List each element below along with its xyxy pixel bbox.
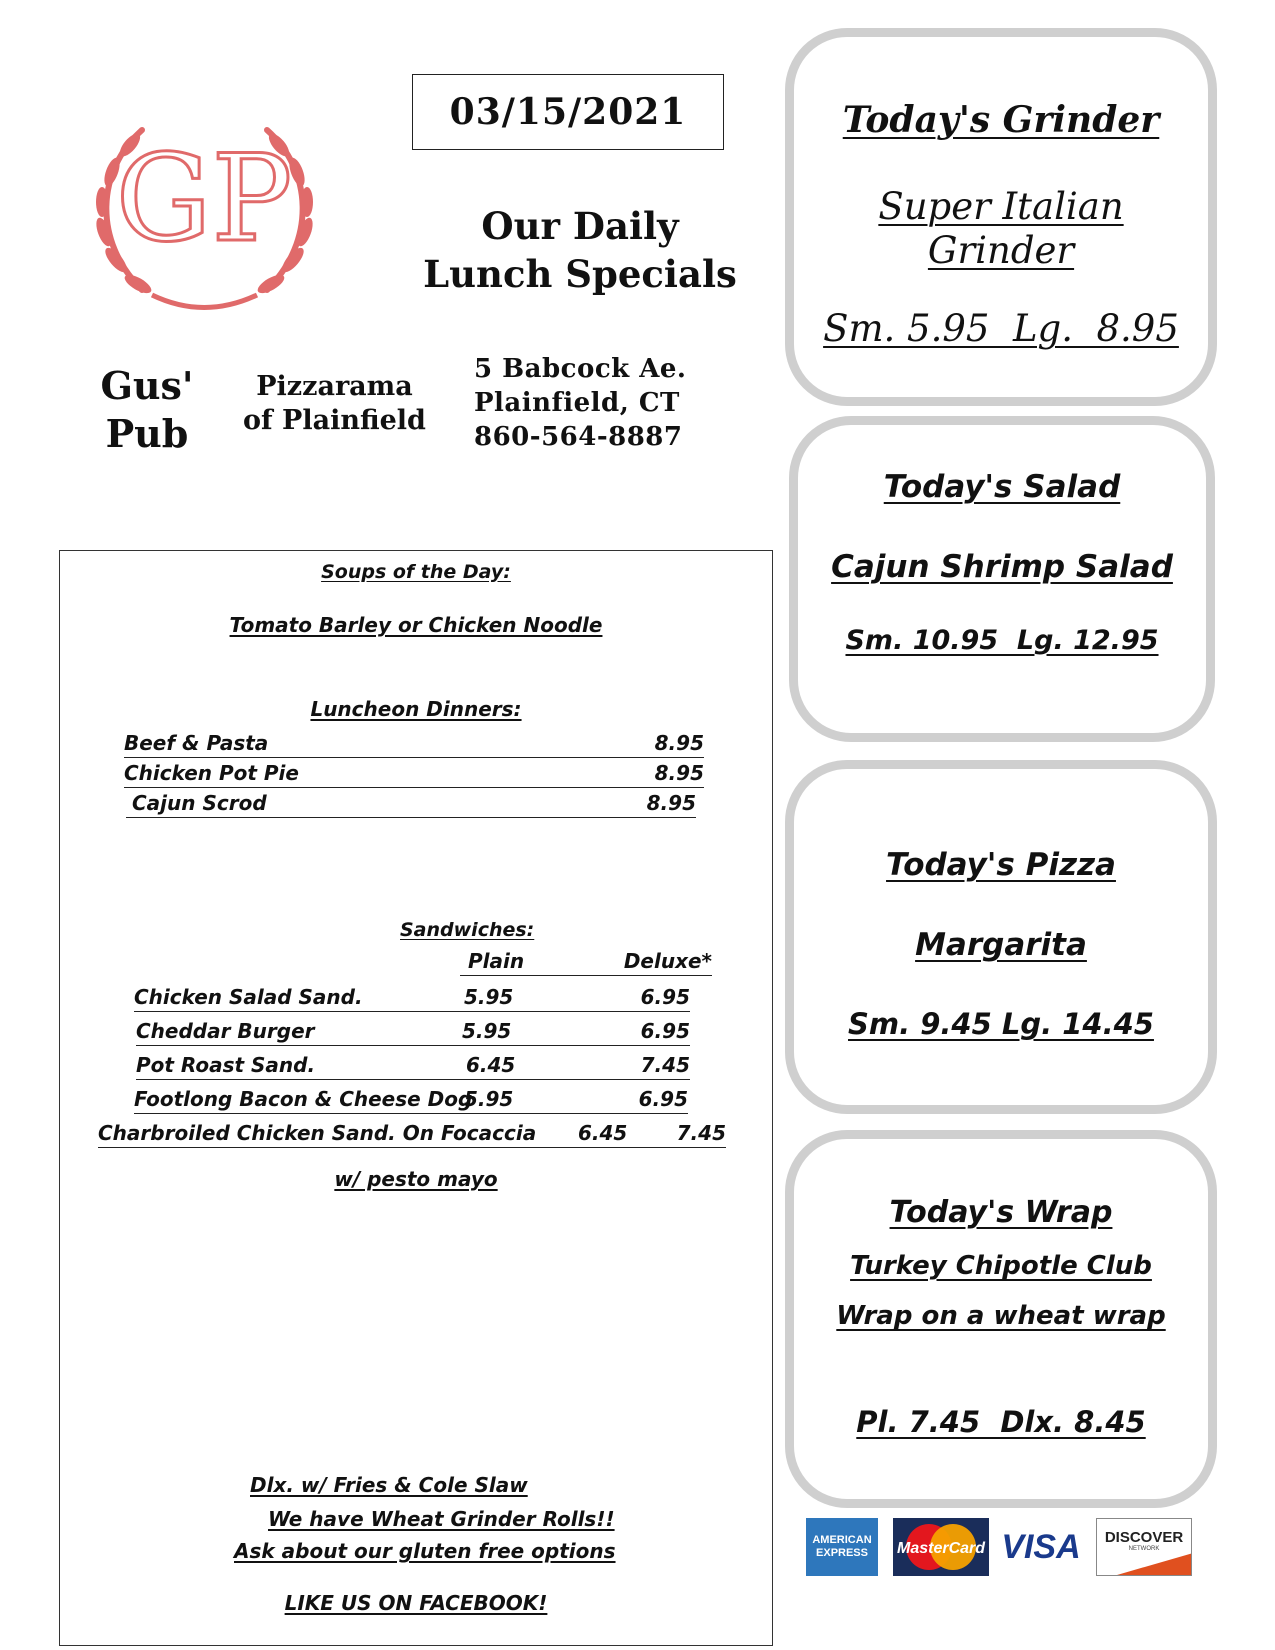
- item-plain-price: 5.95: [464, 1087, 514, 1111]
- discover-logo: [1096, 1518, 1192, 1576]
- logo-initials: GP: [115, 130, 293, 269]
- item-name: Cheddar Burger: [136, 1019, 315, 1043]
- item-deluxe-price: 6.95: [638, 1087, 688, 1111]
- wrap-card: [785, 1130, 1217, 1508]
- pizza-price: Sm. 9.45 Lg. 14.45: [848, 1007, 1154, 1041]
- salad-item: Cajun Shrimp Salad: [831, 549, 1173, 585]
- phone-number: 860-564-8887: [474, 422, 683, 452]
- discover-sub: NETWORK: [1128, 1546, 1160, 1552]
- item-name: Chicken Salad Sand.: [134, 985, 363, 1009]
- discover-text: DISCOVER: [1104, 1529, 1184, 1546]
- col-plain: Plain: [468, 949, 525, 973]
- headline-line2: Lunch Specials: [423, 252, 737, 296]
- salad-title: Today's Salad: [883, 469, 1121, 505]
- item-plain-price: 6.45: [466, 1053, 516, 1077]
- address-street: 5 Babcock Ae.: [474, 354, 687, 384]
- address-city: Plainfield, CT: [474, 388, 680, 418]
- sandwiches-heading: Sandwiches:: [400, 919, 535, 941]
- pub-logo: [72, 90, 337, 325]
- gluten-free-note: Ask about our gluten free options: [234, 1539, 616, 1563]
- item-deluxe-price: 7.45: [676, 1121, 726, 1145]
- menu-date: 03/15/2021: [449, 91, 687, 133]
- facebook-note: LIKE US ON FACEBOOK!: [284, 1591, 548, 1615]
- sandwich-note: w/ pesto mayo: [334, 1167, 498, 1191]
- sandwich-row: [136, 1019, 690, 1046]
- restaurant-subname: [232, 370, 437, 438]
- sandwich-row: [134, 985, 690, 1012]
- discover-swoosh-icon: [1097, 1549, 1192, 1575]
- wrap-item-line2: Wrap on a wheat wrap: [836, 1301, 1166, 1331]
- sandwich-row: [136, 1053, 690, 1080]
- mastercard-text: MasterCard: [896, 1540, 986, 1557]
- item-deluxe-price: 7.45: [640, 1053, 690, 1077]
- wrap-title: Today's Wrap: [889, 1195, 1113, 1230]
- mastercard-circles-icon: [893, 1518, 989, 1576]
- pizza-card: [785, 760, 1217, 1114]
- amex-logo: [806, 1518, 878, 1576]
- item-deluxe-price: 6.95: [640, 1019, 690, 1043]
- salad-card: [789, 416, 1215, 742]
- item-name: Charbroiled Chicken Sand. On Focaccia: [98, 1121, 537, 1145]
- pub-name: [92, 362, 202, 458]
- item-name: Cajun Scrod: [132, 791, 267, 815]
- amex-line2: EXPRESS: [816, 1547, 868, 1559]
- mastercard-logo: [893, 1518, 989, 1576]
- date-box: [412, 74, 724, 150]
- grinder-title: Today's Grinder: [842, 99, 1160, 141]
- item-plain-price: 6.45: [578, 1121, 628, 1145]
- pizza-title: Today's Pizza: [886, 847, 1116, 883]
- sandwich-row: [134, 1087, 688, 1114]
- headline-line1: Our Daily: [481, 204, 679, 248]
- pizza-item: Margarita: [915, 927, 1087, 963]
- laurel-wreath-icon: [72, 90, 337, 325]
- subname-line1: Pizzarama: [256, 371, 413, 402]
- sandwich-columns: [460, 949, 712, 976]
- wrap-item-line1: Turkey Chipotle Club: [850, 1251, 1152, 1281]
- item-name: Footlong Bacon & Cheese Dog: [134, 1087, 473, 1111]
- salad-price: Sm. 10.95 Lg. 12.95: [845, 625, 1159, 656]
- soups-text: Tomato Barley or Chicken Noodle: [229, 613, 603, 637]
- item-deluxe-price: 6.95: [640, 985, 690, 1009]
- grinder-item-line1: Super Italian: [878, 185, 1124, 228]
- soups-heading: Soups of the Day:: [321, 561, 511, 583]
- page-title: [410, 202, 750, 298]
- luncheon-row: [124, 731, 704, 758]
- subname-line2: of Plainfield: [243, 405, 426, 436]
- sandwich-row: [98, 1121, 726, 1148]
- visa-text: VISA: [1001, 1528, 1081, 1566]
- visa-logo: [996, 1518, 1086, 1576]
- luncheon-row: [124, 761, 704, 788]
- wrap-price: Pl. 7.45 Dlx. 8.45: [856, 1405, 1146, 1439]
- col-deluxe: Deluxe*: [623, 949, 712, 973]
- grinder-price: Sm. 5.95 Lg. 8.95: [823, 307, 1179, 350]
- item-name: Chicken Pot Pie: [124, 761, 299, 785]
- grinder-card: [785, 28, 1217, 406]
- menu-box: [59, 550, 773, 1646]
- luncheon-row: [126, 791, 696, 818]
- pub-name-line2: Pub: [105, 411, 189, 456]
- item-price: 8.95: [654, 731, 704, 755]
- item-name: Beef & Pasta: [124, 731, 269, 755]
- item-name: Pot Roast Sand.: [136, 1053, 316, 1077]
- pub-name-line1: Gus': [100, 363, 194, 408]
- item-plain-price: 5.95: [462, 1019, 512, 1043]
- wheat-rolls-note: We have Wheat Grinder Rolls!!: [268, 1507, 615, 1531]
- item-price: 8.95: [654, 761, 704, 785]
- grinder-item-line2: Grinder: [927, 229, 1075, 272]
- luncheon-heading: Luncheon Dinners:: [310, 697, 522, 721]
- address-block: [474, 352, 734, 454]
- item-price: 8.95: [646, 791, 696, 815]
- deluxe-note: Dlx. w/ Fries & Cole Slaw: [250, 1473, 528, 1497]
- amex-line1: AMERICAN: [812, 1534, 872, 1546]
- item-plain-price: 5.95: [464, 985, 514, 1009]
